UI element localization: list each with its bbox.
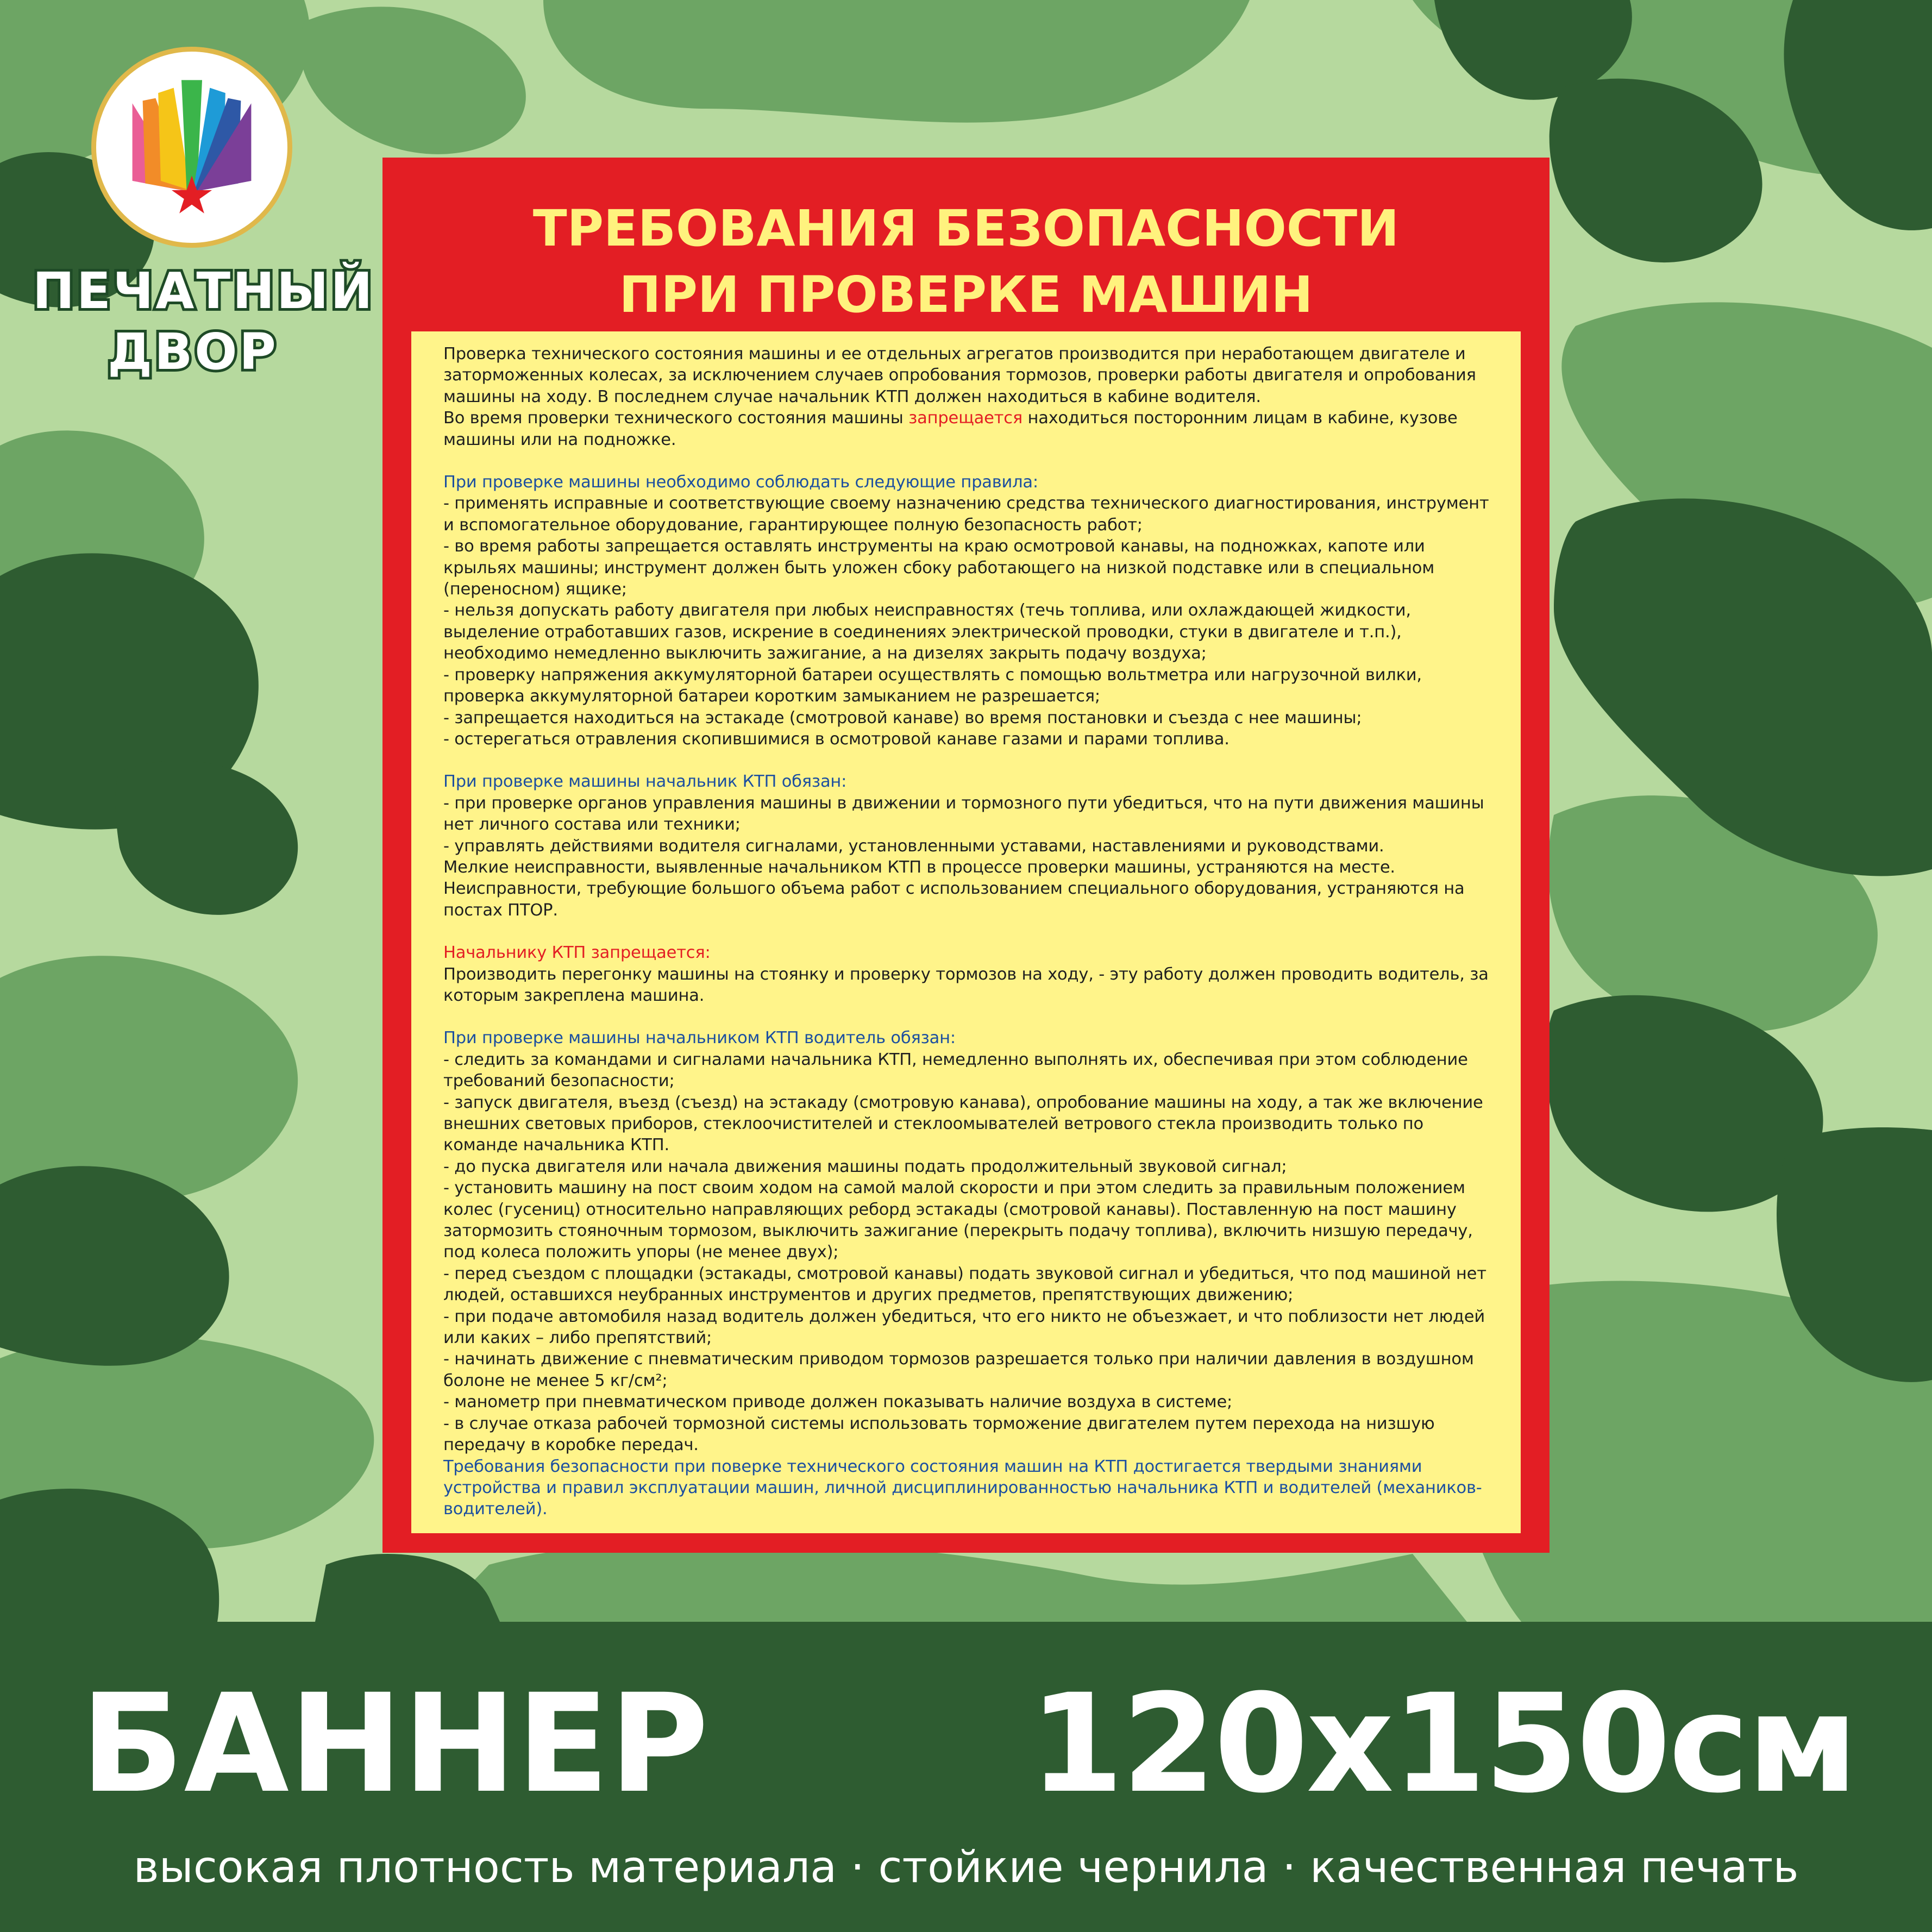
list-item: - во время работы запрещается оставлять инструменты на краю осмотровой канавы, на подножках, капоте или крыльях машины; инструмент должен быть уложен сбоку работающего на низкой подставке или в специальном (переносном) ящике; [443,537,1435,599]
list-item: - при подаче автомобиля назад водитель должен убедиться, что его никто не объезжает, и что поблизости нет людей или каких – либо препятствий; [443,1307,1485,1348]
section-heading: При проверке машины начальником КТП водитель обязан: [443,1028,956,1048]
list-item: - в случае отказа рабочей тормозной системы использовать торможение двигателем путем перехода на низшую передачу в коробке передач. [443,1414,1435,1455]
list-item: Производить перегонку машины на стоянку и проверку тормозов на ходу, - эту работу должен проводить водитель, за которым закреплена машина. [443,964,1489,1005]
list-item: - запуск двигателя, въезд (съезд) на эстакаду (смотровую канава), опробование машины на ходу, а так же включение внешних световых приборов, стеклоочистителей и стеклоомывателей ветрового стекла производить только по команде начальника КТП. [443,1093,1483,1155]
poster-title-line-1: ТРЕБОВАНИЯ БЕЗОПАСНОСТИ [532,199,1400,258]
book-icon [96,52,287,243]
poster-text-panel [411,331,1521,1533]
list-item: - начинать движение с пневматическим приводом тормозов разрешается только при наличии давления в воздушном болоне не менее 5 кг/см²; [443,1350,1474,1390]
list-item: Мелкие неисправности, выявленные начальником КТП в процессе проверки машины, устраняются на месте. [443,857,1395,877]
list-item: - проверку напряжения аккумуляторной батареи осуществлять с помощью вольтметра или нагрузочной вилки, проверка аккумуляторной батареи коротким замыканием не разрешается; [443,665,1422,706]
list-item: - манометр при пневматическом приводе должен показывать наличие воздуха в системе; [443,1392,1233,1412]
list-item: - перед съездом с площадки (эстакады, смотровой канавы) подать звуковой сигнал и убедиться, что под машиной нет людей, оставшихся неубранных инструментов и других предметов, препятствующих движению; [443,1264,1486,1305]
list-item: - запрещается находиться на эстакаде (смотровой канаве) во время постановки и съезда с нее машины; [443,708,1362,727]
banner-features: высокая плотность материала · стойкие чернила · качественная печать [133,1842,1799,1892]
list-item: - установить машину на пост своим ходом на самой малой скорости и при этом следить за правильным положением колес (гусениц) относительно направляющих реборд эстакады (смотровой канавы). Поставленную на пост машину затормозить стояночным тормозом, выключить зажигание (перекрыть подачу топлива), включить низшую передачу, под колеса положить упоры (не менее двух); [443,1178,1473,1262]
poster-title-line-2: ПРИ ПРОВЕРКЕ МАШИН [619,266,1313,324]
poster-title [382,196,1550,328]
intro-paragraph: Проверка технического состояния машины и ее отдельных агрегатов производится при неработающем двигателе и заторможенных колесах, за исключением случаев опробования тормозов, проверки работы двигателя и опробования машины на ходу. В последнем случае начальник КТП должен находиться в кабине водителя. [443,344,1476,406]
section-heading: При проверке машины начальник КТП обязан: [443,772,847,792]
poster-board [382,158,1550,1553]
brand-line-1: ПЕЧАТНЫЙ [33,262,375,320]
list-item: - нельзя допускать работу двигателя при любых неисправностях (течь топлива, или охлаждающей жидкости, выделение отработавших газов, искрение в соединениях электрической проводки, стуки в двигателе и т.п.), необходимо немедленно выключить зажигание, а на дизелях закрыть подачу воздуха; [443,601,1411,663]
list-item: - остерегаться отравления скопившимися в осмотровой канаве газами и парами топлива. [443,729,1230,749]
brand-line-2: ДВОР [108,323,278,381]
forbidden-word: запрещается [908,409,1023,428]
banner-size: 120х150см [1029,1665,1856,1823]
section-heading: Начальнику КТП запрещается: [443,943,711,963]
list-item: - при проверке органов управления машины в движении и тормозного пути убедиться, что на пути движения машины нет личного состава или техники; [443,793,1484,835]
list-item: - управлять действиями водителя сигналами, установленными уставами, наставлениями и руководствами. [443,836,1384,856]
list-item: Неисправности, требующие большого объема работ с использованием специального оборудования, устраняются на постах ПТОР. [443,879,1465,920]
conclusion-text: Требования безопасности при поверке технического состояния машин на КТП достигается твердыми знаниями устройства и правил эксплуатации машин, личной дисциплинированностью начальника КТП и водителей (механиков-водителей). [443,1457,1482,1519]
brand-caption [33,261,375,382]
list-item: - следить за командами и сигналами начальника КТП, немедленно выполнять их, обеспечивая при этом соблюдение требований безопасности; [443,1050,1468,1091]
footer-banner [0,1622,1932,1932]
list-item: - до пуска двигателя или начала движения машины подать продолжительный звуковой сигнал; [443,1157,1287,1176]
book-star-logo [91,47,292,248]
intro-paragraph-2 [443,407,1490,450]
list-item: - применять исправные и соответствующие своему назначению средства технического диагностирования, инструмент и вспомогательное оборудование, гарантирующее полную безопасность работ; [443,494,1489,535]
intro-text: Во время проверки технического состояния машины [443,409,909,428]
section-heading: При проверке машины необходимо соблюдать следующие правила: [443,473,1038,492]
banner-label: БАННЕР [80,1665,709,1823]
intro-text: находиться посторонним лицам в кабине, кузове машины или на подножке. [443,409,1458,449]
